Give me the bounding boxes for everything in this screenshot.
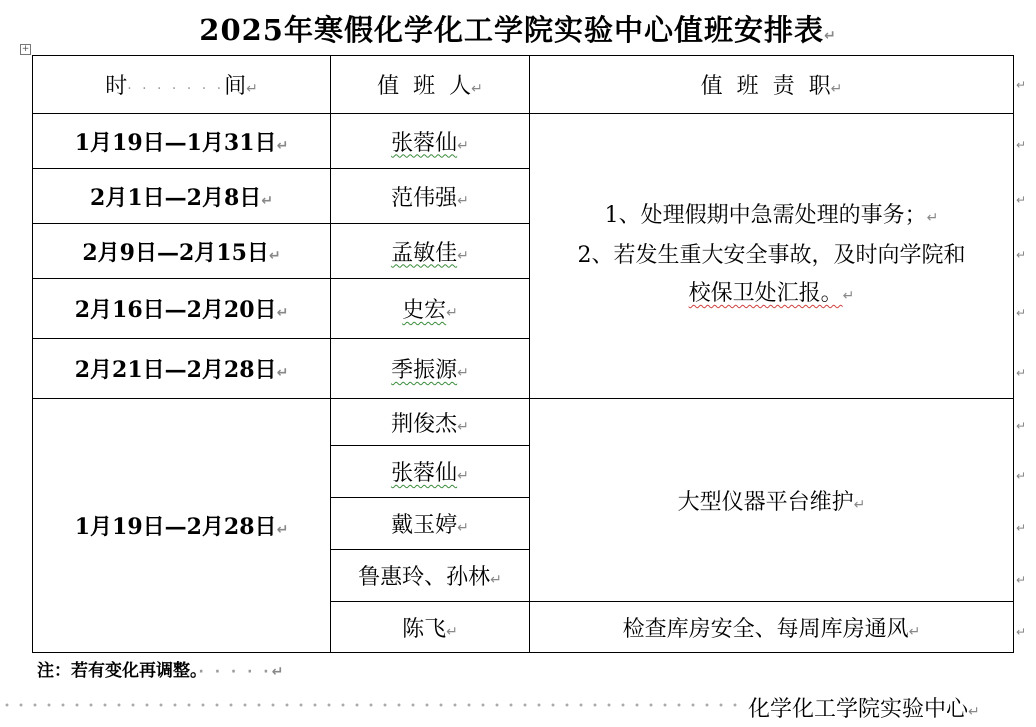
duty-line-1: 1、处理假期中急需处理的事务；↵ bbox=[604, 203, 939, 228]
document-title bbox=[0, 8, 1036, 49]
header-person: 值 班 人↵ bbox=[331, 56, 530, 114]
name-cell: 张蓉仙↵ bbox=[331, 114, 530, 169]
duty-warehouse-cell: 检查库房安全、每周库房通风↵ bbox=[530, 602, 1014, 653]
date-cell: 1月19日—1月31日↵ bbox=[33, 114, 331, 169]
row-end-mark: ↵ bbox=[1016, 366, 1027, 380]
row-end-mark: ↵ bbox=[1016, 419, 1027, 433]
row-end-mark: ↵ bbox=[1016, 306, 1027, 320]
row-end-mark: ↵ bbox=[1016, 469, 1027, 483]
table-row bbox=[33, 399, 1014, 446]
paragraph-mark-icon: ↵ bbox=[823, 28, 837, 44]
duty-line-3: 校保卫处汇报。↵ bbox=[688, 281, 855, 306]
row-end-mark: ↵ bbox=[1016, 521, 1027, 535]
table-row bbox=[33, 114, 1014, 169]
duty-maintenance-cell: 大型仪器平台维护↵ bbox=[530, 399, 1014, 602]
date-cell: 2月1日—2月8日↵ bbox=[33, 169, 331, 224]
date-cell: 2月9日—2月15日↵ bbox=[33, 224, 331, 279]
name-cell: 孟敏佳↵ bbox=[331, 224, 530, 279]
header-time: 时· · · · · · ·间↵ bbox=[33, 56, 331, 114]
row-end-mark: ↵ bbox=[1016, 193, 1027, 207]
title-text: 2025年寒假化学化工学院实验中心值班安排表 bbox=[199, 13, 824, 47]
name-cell: 戴玉婷↵ bbox=[331, 498, 530, 550]
name-cell: 陈飞↵ bbox=[331, 602, 530, 653]
duty-schedule-table bbox=[32, 55, 1014, 653]
row-end-mark: ↵ bbox=[1016, 138, 1027, 152]
duty-line-2: 2、若发生重大安全事故，及时向学院和 bbox=[577, 243, 966, 268]
note-text: 注：若有变化再调整。· · · · ·↵ bbox=[37, 661, 284, 681]
footer-leader-dots bbox=[0, 700, 740, 710]
name-cell: 范伟强↵ bbox=[331, 169, 530, 224]
table-move-handle-icon[interactable]: + bbox=[21, 44, 30, 54]
row-end-mark: ↵ bbox=[1016, 573, 1027, 587]
duties-cell bbox=[530, 114, 1014, 399]
row-end-mark: ↵ bbox=[1016, 248, 1027, 262]
name-cell: 荆俊杰↵ bbox=[331, 399, 530, 446]
header-duty: 值 班 责 职↵ bbox=[530, 56, 1014, 114]
date-cell: 2月21日—2月28日↵ bbox=[33, 339, 331, 399]
date-cell: 1月19日—2月28日↵ bbox=[33, 399, 331, 653]
name-cell: 史宏↵ bbox=[331, 279, 530, 339]
name-cell: 张蓉仙↵ bbox=[331, 446, 530, 498]
row-end-mark: ↵ bbox=[1016, 625, 1027, 639]
table-header-row bbox=[33, 56, 1014, 114]
name-cell: 季振源↵ bbox=[331, 339, 530, 399]
row-end-mark: ↵ bbox=[1016, 78, 1027, 92]
date-cell: 2月16日—2月20日↵ bbox=[33, 279, 331, 339]
name-cell: 鲁惠玲、孙林↵ bbox=[331, 550, 530, 602]
footer-organization: 化学化工学院实验中心↵ bbox=[748, 697, 980, 722]
